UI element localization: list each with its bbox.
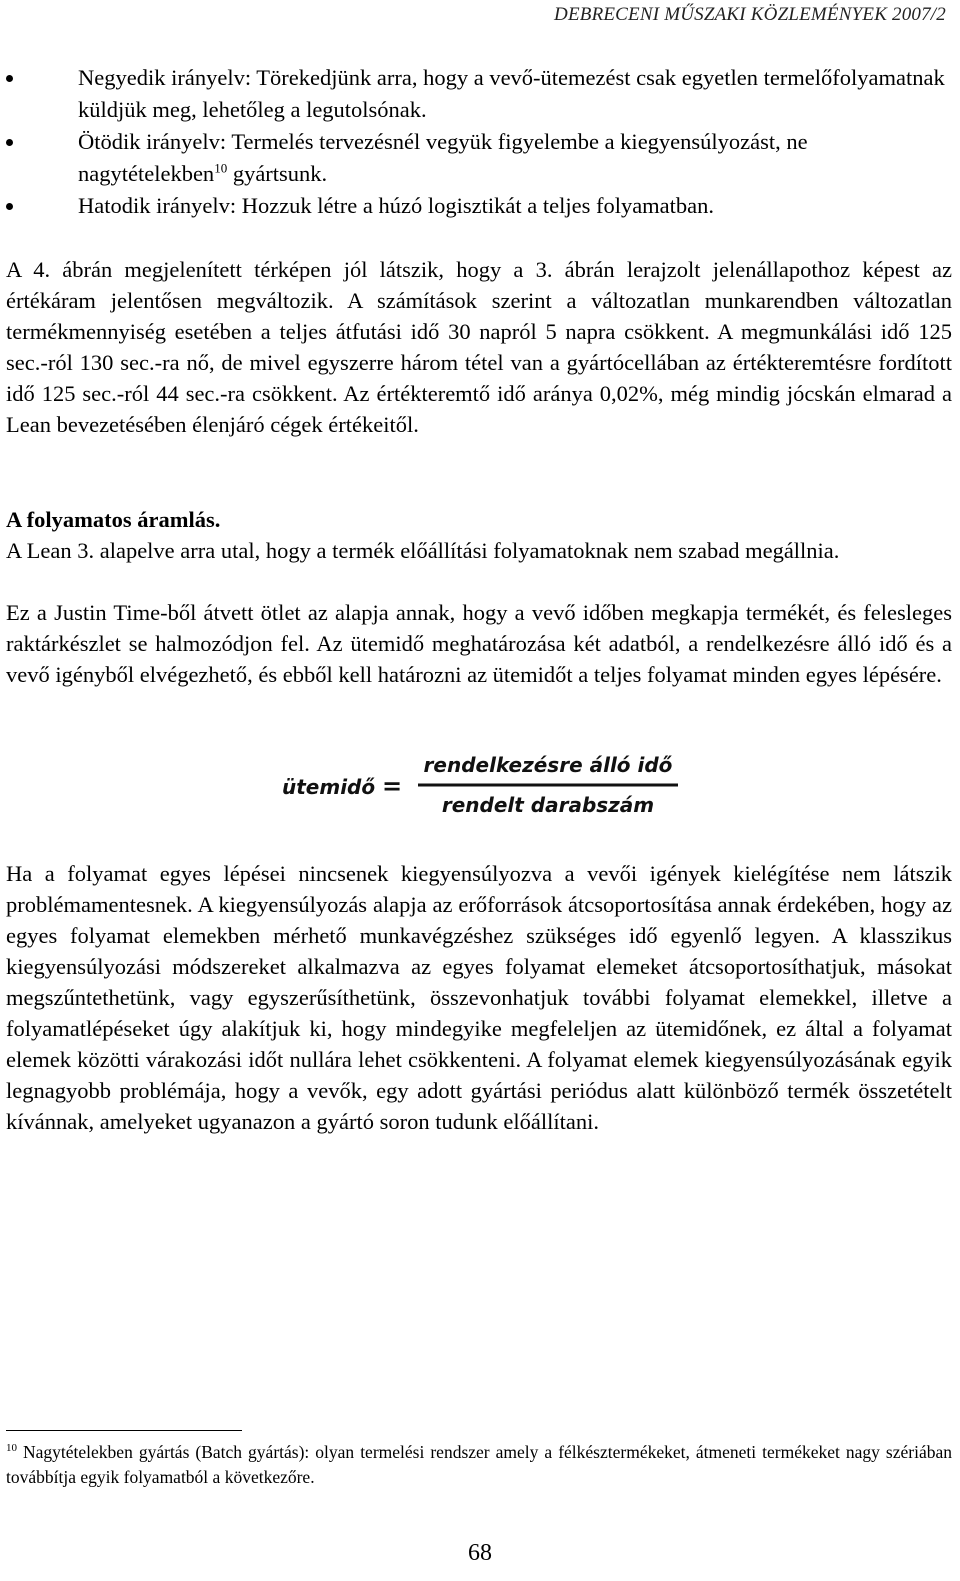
formula-numerator: rendelkezésre álló idő: [423, 753, 673, 777]
footnote-reference[interactable]: 10: [214, 160, 228, 176]
list-item-text: Hatodik irányelv: Hozzuk létre a húzó logisztikát a teljes folyamatban.: [78, 193, 715, 218]
running-header: DEBRECENI MŰSZAKI KÖZLEMÉNYEK 2007/2: [554, 4, 946, 25]
footnote-marker: 10: [6, 1442, 17, 1455]
formula-denominator: rendelt darabszám: [441, 793, 655, 817]
body-paragraph: Ez a Justin Time-ből átvett ötlet az alapja annak, hogy a vevő időben megkapja termékét, és felesleges raktárkészlet se halmozódjon fel. Az ütemidő meghatározása két adatból, a rendelkezésre álló idő és a vevő igényből elvégezhető, és ebből kell határozni az ütemidőt a teljes folyamat minden egyes lépésére.: [6, 600, 952, 687]
takt-time-formula: [282, 748, 682, 820]
body-paragraph: A 4. ábrán megjelenített térképen jól látszik, hogy a 3. ábrán lerajzolt jelenállapothoz képest az értékáram jelentősen megváltozik. A számítások szerint a változatlan munkarendben változatlan termékmennyiség esetében a teljes átfutási idő 30 napról 5 napra csökkent. A megmunkálási idő 125 sec.-ról 130 sec.-ra nő, de mivel egyszerre három tétel van a gyártócellában az értékteremtésre fordított idő 125 sec.-ról 44 sec.-ra csökkent. Az értékteremtő idő aránya 0,02%, még mindig jócskán elmarad a Lean bevezetésében élenjáró cégek értékeitől.: [6, 257, 952, 437]
list-item: [6, 62, 952, 126]
list-item: [6, 190, 952, 222]
body-paragraph: A Lean 3. alapelve arra utal, hogy a termék előállítási folyamatoknak nem szabad megállnia.: [6, 538, 840, 563]
footnote-separator: [6, 1430, 242, 1431]
formula-lhs: ütemidő: [282, 775, 376, 799]
bullet-icon: [6, 203, 13, 210]
guideline-list: [6, 62, 952, 222]
section-heading: A folyamatos áramlás.: [6, 507, 221, 532]
list-item: [6, 126, 952, 190]
body-paragraph: Ha a folyamat egyes lépései nincsenek kiegyensúlyozva a vevői igények kielégítése nem látszik problémamentesnek. A kiegyensúlyozás alapja az erőforrások átcsoportosítása annak érdekében, hogy az egyes folyamat elemekben mérhető munkavégzéshez szükséges idő egyenlő legyen. A klasszikus kiegyensúlyozási módszereket alkalmazva az egyes folyamat elemeket átcsoportosíthatjuk, másokat megszűntethetünk, vagy egyszerűsíthetünk, összevonhatjuk további folyamat elemekkel, illetve a folyamatlépéseket úgy alakítjuk ki, hogy mindegyike megfeleljen az ütemidőnek, ez által a folyamat elemek közötti várakozási időt nullára lehet csökkenteni. A folyamat elemek kiegyensúlyozásának egyik legnagyobb problémája, hogy a vevők, egy adott gyártási periódus alatt különböző termék összetételt kívánnak, amelyeket ugyanazon a gyártó soron tudunk előállítani.: [6, 861, 952, 1134]
page-number: 68: [468, 1540, 492, 1566]
list-item-text: Ötödik irányelv: Termelés tervezésnél vegyük figyelembe a kiegyensúlyozást, ne nagytételekben: [78, 129, 808, 186]
list-item-text: Negyedik irányelv: Törekedjünk arra, hogy a vevő-ütemezést csak egyetlen termelőfolyamatnak küldjük meg, lehetőleg a legutolsónak.: [78, 65, 945, 122]
bullet-icon: [6, 75, 13, 82]
bullet-icon: [6, 139, 13, 146]
formula-equals: =: [382, 772, 403, 800]
footnote-text: Nagytételekben gyártás (Batch gyártás): olyan termelési rendszer amely a félkésztermékeket, átmeneti termékeket nagy szériában továbbítja egyik folyamatból a következőre.: [6, 1442, 952, 1487]
footnote: [6, 1440, 952, 1490]
list-item-text-end: gyártsunk.: [227, 161, 328, 186]
